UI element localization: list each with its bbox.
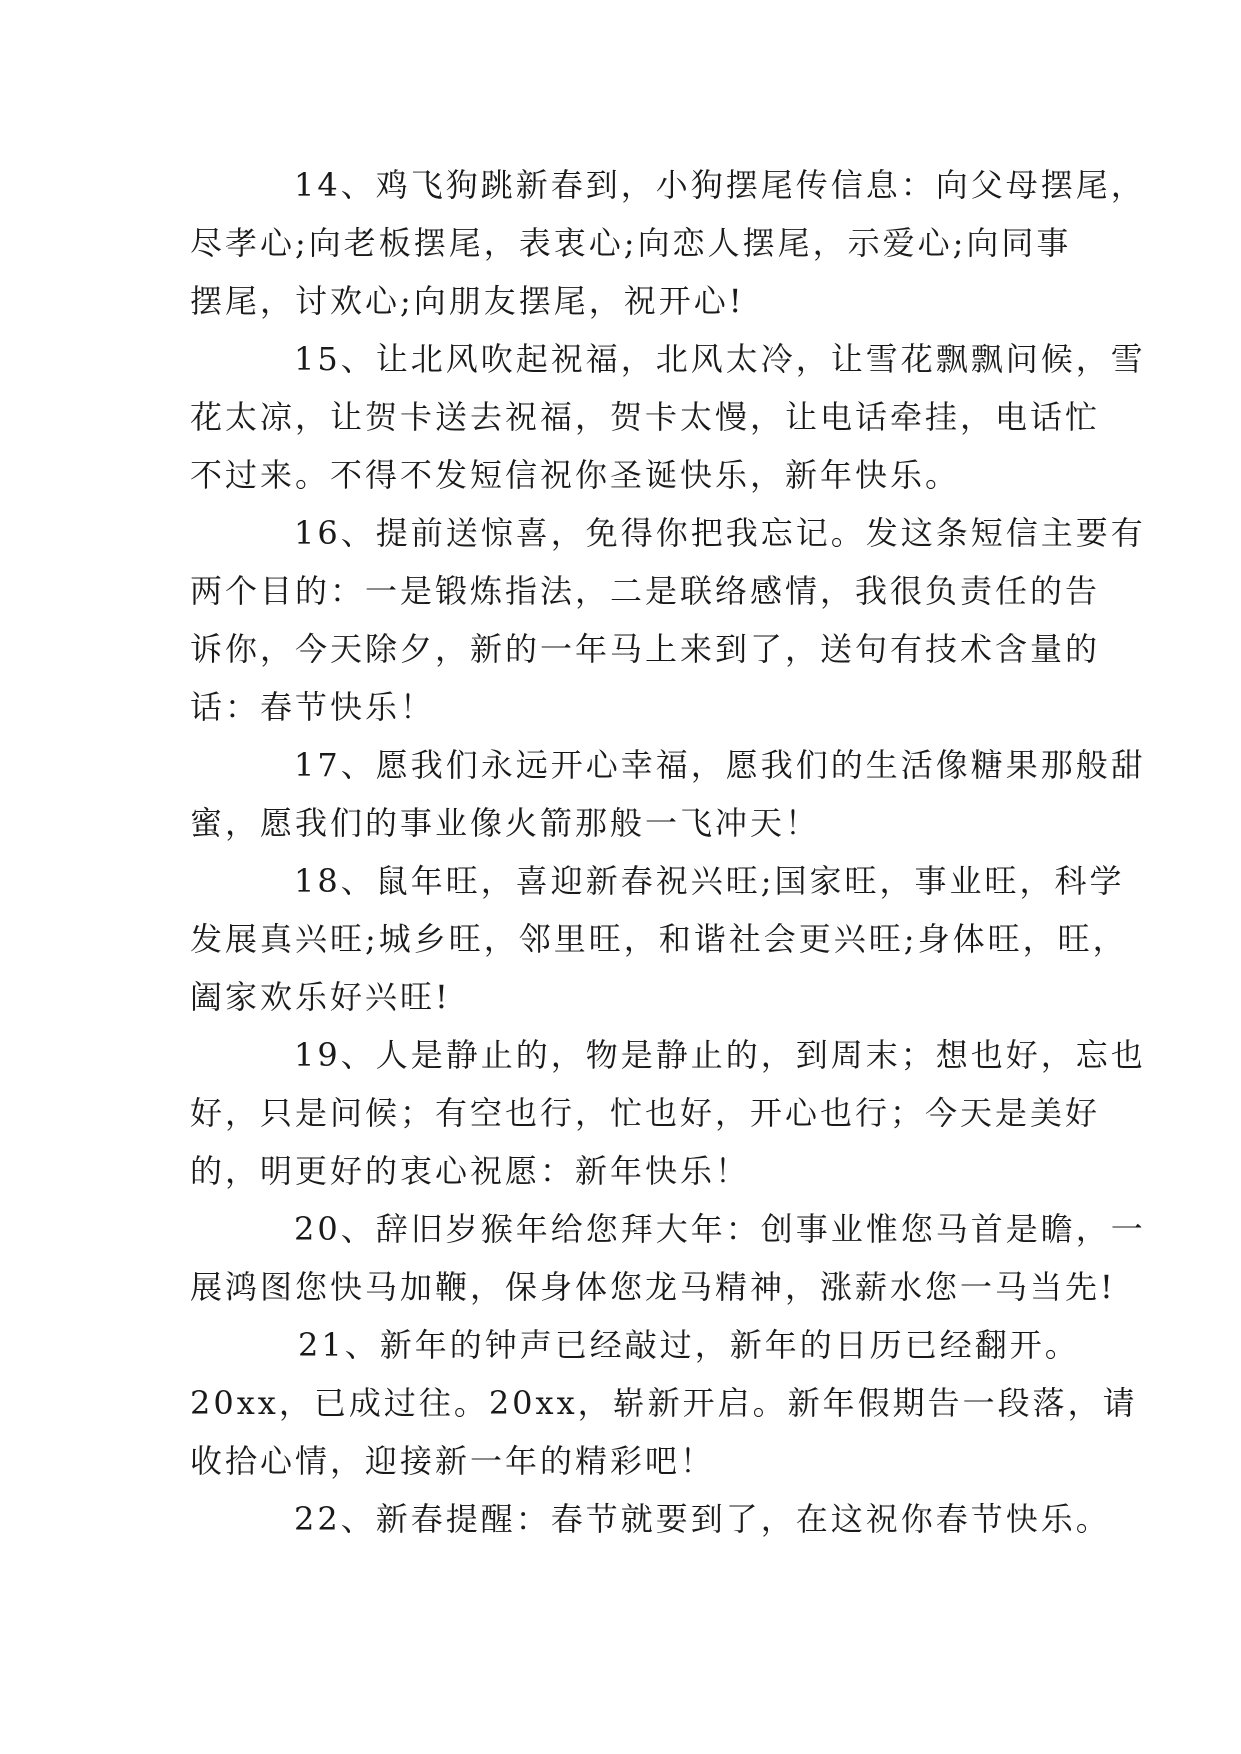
paragraph-22 [190, 1490, 1111, 1548]
paragraph-18 [190, 852, 1128, 1026]
paragraph-line: 花太凉，让贺卡送去祝福，贺卡太慢，让电话牵挂，电话忙 [190, 398, 1101, 436]
paragraph-20 [190, 1200, 1146, 1316]
paragraph-line: 不过来。不得不发短信祝你圣诞快乐，新年快乐。 [190, 456, 961, 494]
paragraph-line: 16、提前送惊喜，免得你把我忘记。发这条短信主要有 [294, 514, 1146, 552]
document-body [190, 156, 1146, 1548]
paragraph-19 [190, 1026, 1146, 1200]
paragraph-21 [190, 1316, 1138, 1490]
paragraph-line: 22、新春提醒：春节就要到了，在这祝你春节快乐。 [294, 1500, 1111, 1538]
paragraph-line: 21、新年的钟声已经敲过，新年的日历已经翻开。 [298, 1326, 1080, 1364]
paragraph-line: 摆尾，讨欢心;向朋友摆尾，祝开心! [190, 282, 745, 320]
paragraph-line: 17、愿我们永远开心幸福，愿我们的生活像糖果那般甜 [294, 746, 1146, 784]
paragraph-line: 阖家欢乐好兴旺! [190, 978, 451, 1016]
paragraph-line: 18、鼠年旺，喜迎新春祝兴旺;国家旺，事业旺，科学 [294, 862, 1125, 900]
paragraph-line: 两个目的：一是锻炼指法，二是联络感情，我很负责任的告 [190, 572, 1101, 610]
paragraph-line: 好，只是问候；有空也行，忙也好，开心也行；今天是美好 [190, 1094, 1101, 1132]
paragraph-line: 15、让北风吹起祝福，北风太冷，让雪花飘飘问候，雪 [294, 340, 1146, 378]
paragraph-16 [190, 504, 1146, 736]
paragraph-line: 发展真兴旺;城乡旺，邻里旺，和谐社会更兴旺;身体旺，旺， [190, 920, 1128, 958]
paragraph-line: 的，明更好的衷心祝愿：新年快乐！ [190, 1152, 751, 1190]
paragraph-line: 20xx，已成过往。20xx，崭新开启。新年假期告一段落，请 [190, 1384, 1138, 1422]
paragraph-line: 话：春节快乐！ [190, 688, 436, 726]
paragraph-line: 尽孝心;向老板摆尾，表衷心;向恋人摆尾，示爱心;向同事 [190, 224, 1072, 262]
paragraph-15 [190, 330, 1146, 504]
paragraph-line: 收拾心情，迎接新一年的精彩吧！ [190, 1442, 716, 1480]
paragraph-line: 诉你，今天除夕，新的一年马上来到了，送句有技术含量的 [190, 630, 1101, 668]
paragraph-line: 20、辞旧岁猴年给您拜大年：创事业惟您马首是瞻，一 [294, 1210, 1146, 1248]
paragraph-line: 19、人是静止的，物是静止的，到周末；想也好，忘也 [294, 1036, 1146, 1074]
paragraph-line: 展鸿图您快马加鞭，保身体您龙马精神，涨薪水您一马当先! [190, 1268, 1116, 1306]
paragraph-14 [190, 156, 1146, 330]
paragraph-line: 蜜，愿我们的事业像火箭那般一飞冲天！ [190, 804, 821, 842]
paragraph-17 [190, 736, 1146, 852]
paragraph-line: 14、鸡飞狗跳新春到，小狗摆尾传信息：向父母摆尾， [294, 166, 1146, 204]
